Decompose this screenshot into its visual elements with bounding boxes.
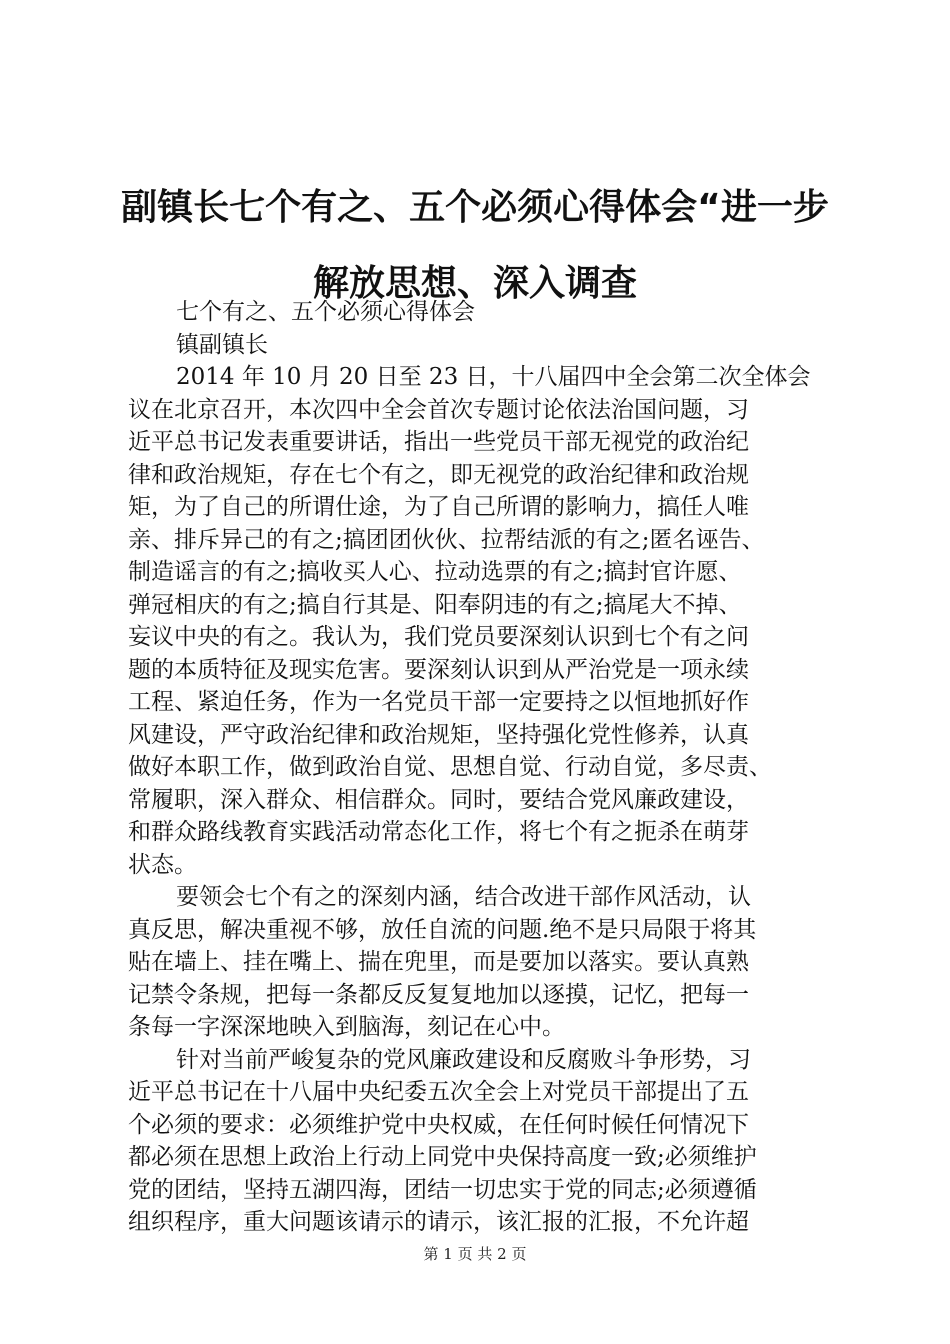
text-line: 党的团结，坚持五湖四海，团结一切忠实于党的同志;必须遵循 xyxy=(128,1176,757,1203)
text-line: 近平总书记发表重要讲话，指出一些党员干部无视党的政治纪 xyxy=(128,429,749,455)
text-line: 亲、排斥异己的有之;搞团团伙伙、拉帮结派的有之;匿名诬告、 xyxy=(128,526,765,553)
text-line: 都必须在思想上政治上行动上同党中央保持高度一致;必须维护 xyxy=(128,1144,757,1170)
text-line: 做好本职工作，做到政治自觉、思想自觉、行动自觉，多尽责、 xyxy=(128,754,772,780)
title-line-1: 副镇长七个有之、五个必须心得体会“进一步 xyxy=(121,187,829,228)
text-line: 要领会七个有之的深刻内涵，结合改进干部作风活动，认 xyxy=(176,884,751,910)
text-line: 矩，为了自己的所谓仕途，为了自己所谓的影响力，搞任人唯 xyxy=(128,494,749,520)
text-line: 2014 年 10 月 20 日至 23 日，十八届四中全会第二次全体会 xyxy=(176,364,811,390)
text-line: 妄议中央的有之。我认为，我们党员要深刻认识到七个有之问 xyxy=(128,624,749,650)
title-line-2: 解放思想、深入调查 xyxy=(312,263,637,304)
text-line: 近平总书记在十八届中央纪委五次全会上对党员干部提出了五 xyxy=(128,1079,749,1105)
text-line: 工程、紧迫任务，作为一名党员干部一定要持之以恒地抓好作 xyxy=(128,689,749,715)
text-line: 镇副镇长 xyxy=(176,331,268,358)
text-line: 议在北京召开，本次四中全会首次专题讨论依法治国问题，习 xyxy=(128,396,749,423)
text-line: 真反思，解决重视不够，放任自流的问题.绝不是只局限于将其 xyxy=(128,916,757,943)
text-line: 常履职，深入群众、相信群众。同时，要结合党风廉政建设， xyxy=(128,786,749,813)
text-line: 和群众路线教育实践活动常态化工作，将七个有之扼杀在萌芽 xyxy=(128,819,749,845)
text-line: 七个有之、五个必须心得体会 xyxy=(176,299,475,325)
text-line: 状态。 xyxy=(128,851,197,878)
text-line: 律和政治规矩，存在七个有之，即无视党的政治纪律和政治规 xyxy=(128,461,749,488)
text-line: 记禁令条规，把每一条都反反复复地加以逐摸，记忆，把每一 xyxy=(128,981,749,1008)
text-line: 风建设，严守政治纪律和政治规矩，坚持强化党性修养，认真 xyxy=(128,721,749,748)
text-line: 弹冠相庆的有之;搞自行其是、阳奉阴违的有之;搞尾大不掉、 xyxy=(128,591,742,618)
document-body xyxy=(128,296,828,1239)
text-line: 组织程序，重大问题该请示的请示，该汇报的汇报，不允许超 xyxy=(128,1209,749,1235)
text-line: 个必须的要求：必须维护党中央权威，在任何时候任何情况下 xyxy=(128,1111,749,1138)
text-line: 制造谣言的有之;搞收买人心、拉动选票的有之;搞封官许愿、 xyxy=(128,559,742,585)
text-line: 条每一字深深地映入到脑海，刻记在心中。 xyxy=(128,1014,565,1040)
text-line: 针对当前严峻复杂的党风廉政建设和反腐败斗争形势，习 xyxy=(176,1046,751,1073)
text-line: 贴在墙上、挂在嘴上、揣在兜里，而是要加以落实。要认真熟 xyxy=(128,949,749,975)
text-line: 题的本质特征及现实危害。要深刻认识到从严治党是一项永续 xyxy=(128,656,749,683)
page-footer: 第 1 页 共 2 页 xyxy=(423,1245,527,1263)
